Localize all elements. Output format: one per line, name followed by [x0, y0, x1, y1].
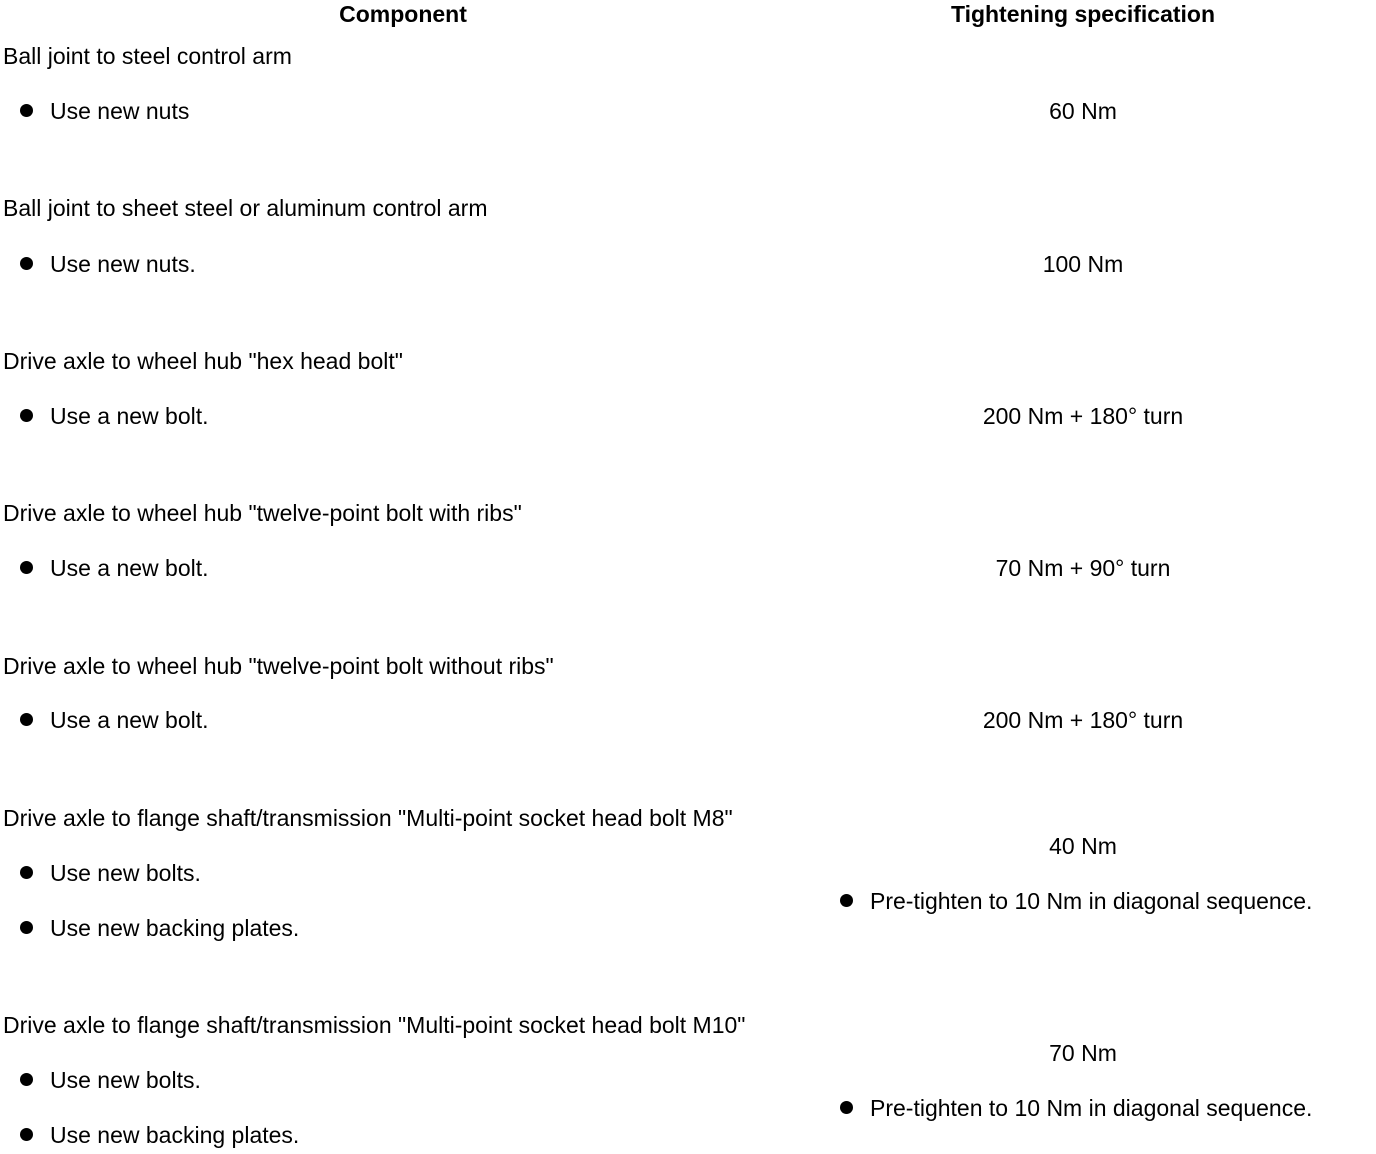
spec-value: 70 Nm	[1049, 1040, 1117, 1066]
component-name: Drive axle to flange shaft/transmission "Multi-point socket head bolt M10"	[3, 1012, 746, 1038]
spec-value: 200 Nm + 180° turn	[982, 403, 1184, 429]
component-note: Use new backing plates.	[20, 914, 299, 942]
component-name: Ball joint to sheet steel or aluminum control arm	[3, 195, 488, 221]
column-header-component: Component	[339, 1, 467, 27]
spec-value: 60 Nm	[1049, 98, 1117, 124]
spec-value: 100 Nm	[1042, 251, 1124, 277]
bullet-icon	[840, 894, 853, 907]
bullet-icon	[20, 104, 33, 117]
spec-value: 200 Nm + 180° turn	[982, 707, 1184, 733]
component-note: Use new nuts	[20, 97, 189, 125]
bullet-icon	[20, 921, 33, 934]
component-name: Drive axle to wheel hub "twelve-point bolt with ribs"	[3, 500, 522, 526]
component-name: Ball joint to steel control arm	[3, 43, 292, 69]
component-note: Use new nuts.	[20, 250, 196, 278]
component-note: Use a new bolt.	[20, 554, 209, 582]
spec-value: 70 Nm + 90° turn	[995, 555, 1171, 581]
bullet-icon	[20, 713, 33, 726]
component-name: Drive axle to wheel hub "twelve-point bolt without ribs"	[3, 653, 554, 679]
component-note: Use a new bolt.	[20, 402, 209, 430]
bullet-icon	[20, 561, 33, 574]
bullet-icon	[20, 257, 33, 270]
component-note: Use a new bolt.	[20, 706, 209, 734]
component-name: Drive axle to wheel hub "hex head bolt"	[3, 348, 403, 374]
spec-note: Pre-tighten to 10 Nm in diagonal sequence.	[840, 1094, 1312, 1122]
spec-note: Pre-tighten to 10 Nm in diagonal sequence.	[840, 887, 1312, 915]
component-note: Use new bolts.	[20, 859, 201, 887]
bullet-icon	[20, 866, 33, 879]
bullet-icon	[20, 1073, 33, 1086]
spec-value: 40 Nm	[1049, 833, 1117, 859]
column-header-spec: Tightening specification	[950, 1, 1216, 27]
bullet-icon	[20, 1128, 33, 1141]
component-name: Drive axle to flange shaft/transmission "Multi-point socket head bolt M8"	[3, 805, 733, 831]
bullet-icon	[20, 409, 33, 422]
component-note: Use new bolts.	[20, 1066, 201, 1094]
component-note: Use new backing plates.	[20, 1121, 299, 1149]
bullet-icon	[840, 1101, 853, 1114]
